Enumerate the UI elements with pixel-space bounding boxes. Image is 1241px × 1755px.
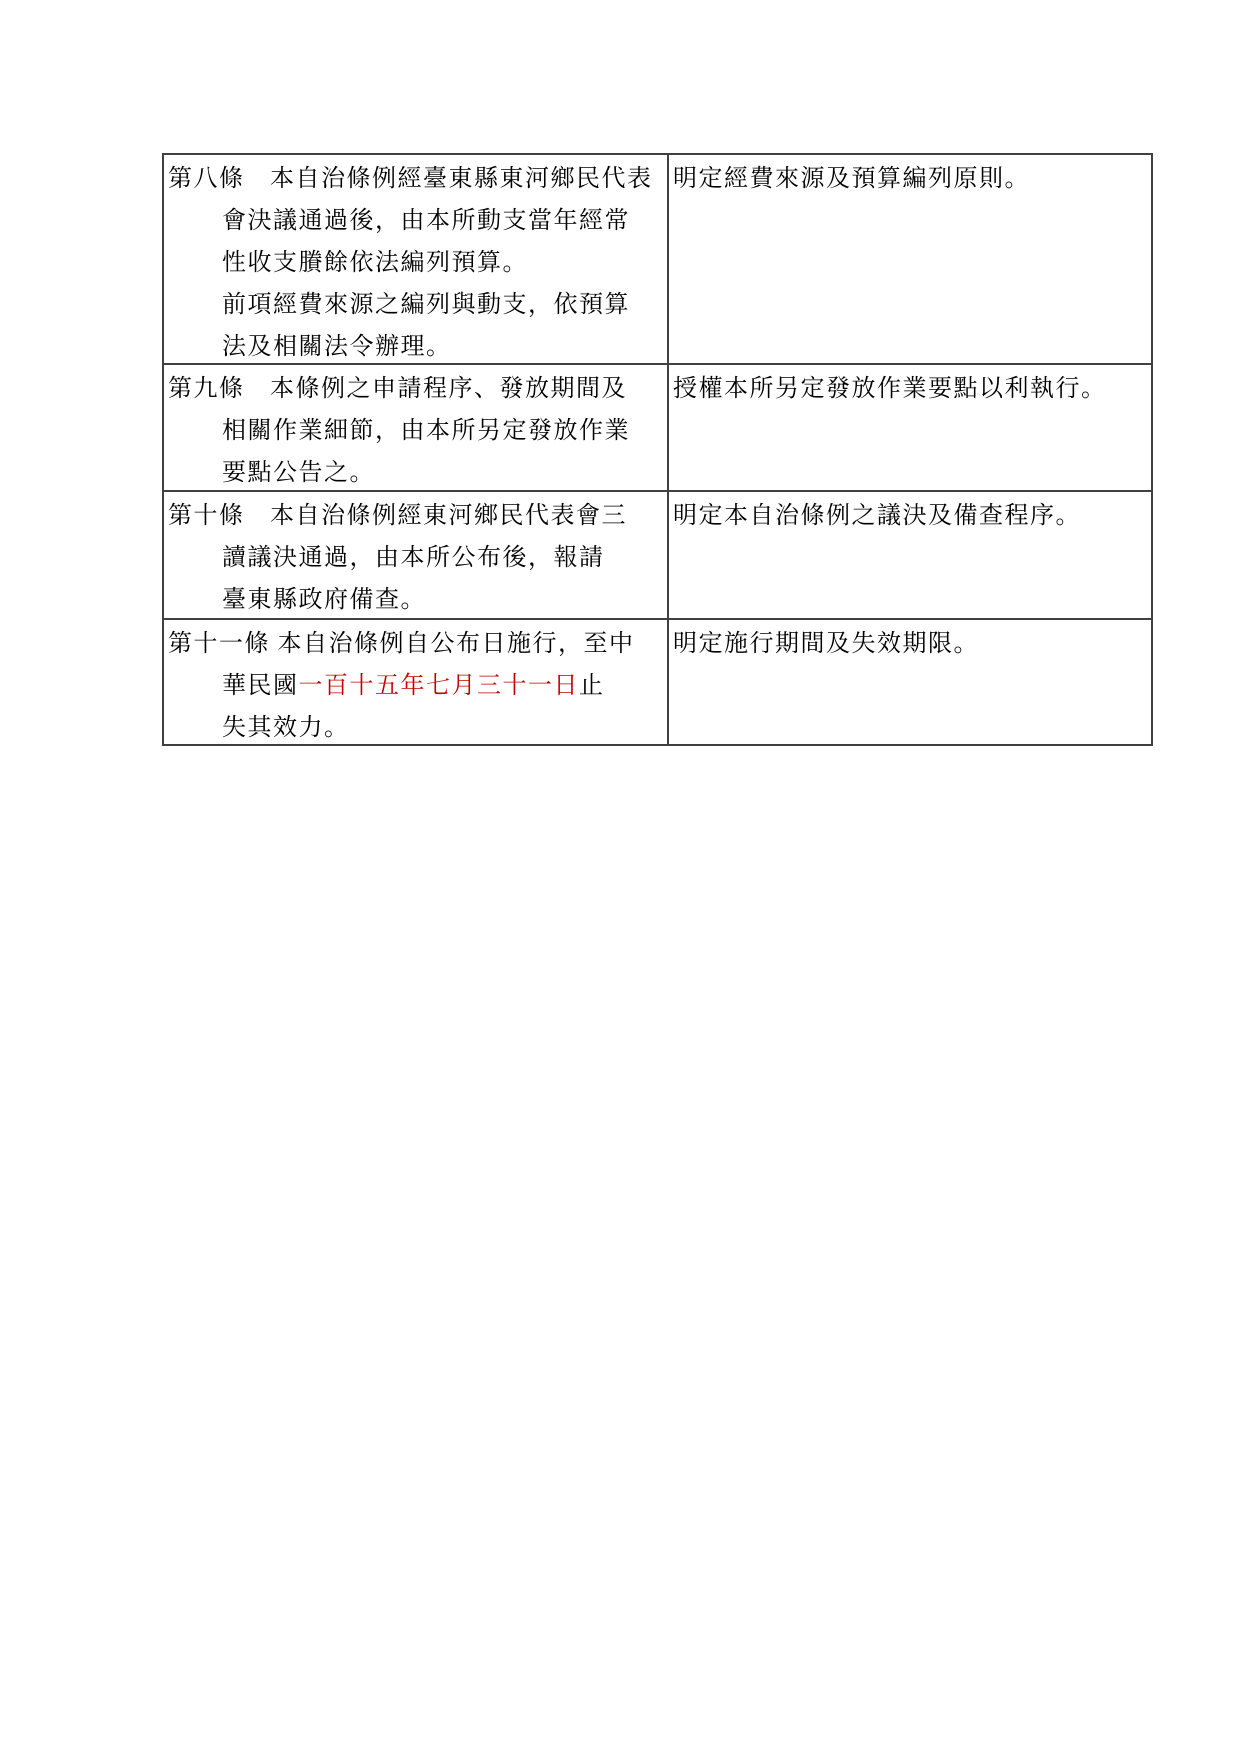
article-text-line: 要點公告之。 [222,460,375,486]
table-row-article-8 [164,155,1151,365]
note-cell [669,620,1151,744]
note-cell [669,492,1151,618]
article-text-segment: 華民國 [222,673,299,699]
article-text-line: 會決議通過後，由本所動支當年經常 [222,208,630,234]
article-text-line: 第八條 本自治條例經臺東縣東河鄉民代表 [168,166,653,192]
article-text-line: 相關作業細節，由本所另定發放作業 [222,418,630,444]
article-text-line: 前項經費來源之編列與動支，依預算 [222,292,630,318]
article-text-line [168,665,661,707]
article-text-line: 法及相關法令辦理。 [222,334,452,360]
note-text: 明定本自治條例之議決及備查程序。 [673,503,1081,529]
article-text-line: 第十條 本自治條例經東河鄉民代表會三 [168,503,627,529]
note-text: 授權本所另定發放作業要點以利執行。 [673,376,1107,402]
note-cell [669,365,1151,490]
table-row-article-11 [164,620,1151,744]
article-cell [164,620,669,744]
article-text-line: 臺東縣政府備查。 [222,587,426,613]
note-text: 明定經費來源及預算編列原則。 [673,166,1030,192]
article-cell [164,365,669,490]
table-row-article-10 [164,492,1151,620]
article-cell [164,492,669,618]
article-cell [164,155,669,363]
article-text-line: 失其效力。 [222,715,350,741]
article-text-line: 第十一條 本自治條例自公布日施行，至中 [168,631,635,657]
article-text-segment: 止 [579,673,605,699]
note-text: 明定施行期間及失效期限。 [673,631,979,657]
article-text-line: 第九條 本條例之申請程序、發放期間及 [168,376,627,402]
article-text-line: 讀議決通過，由本所公布後，報請 [222,545,605,571]
law-articles-table [162,153,1153,746]
note-cell [669,155,1151,363]
table-row-article-9 [164,365,1151,492]
expiry-date-highlight: 一百十五年七月三十一日 [298,673,579,699]
article-text-line: 性收支賸餘依法編列預算。 [222,250,528,276]
